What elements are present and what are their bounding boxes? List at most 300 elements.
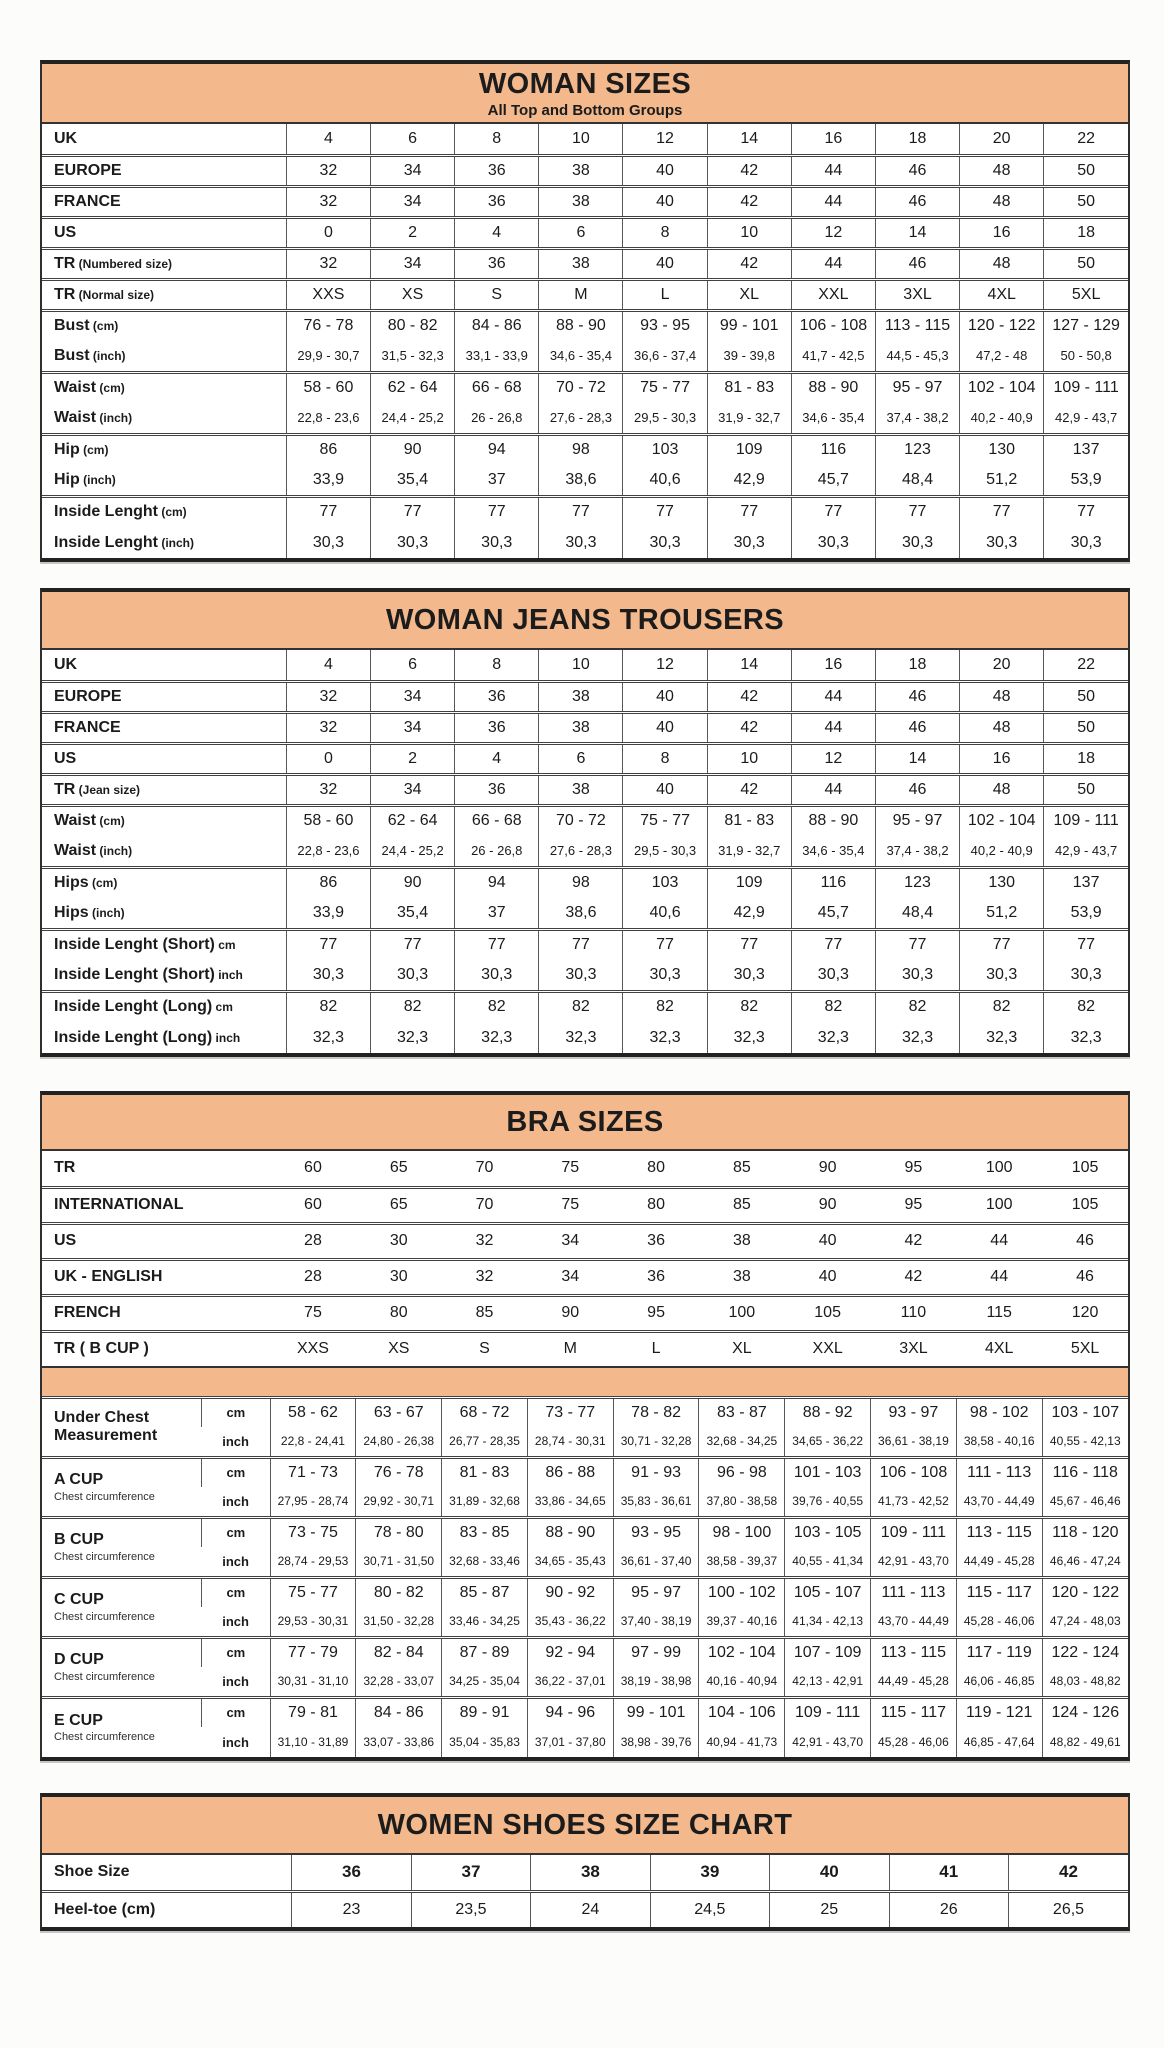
size-value: 38 <box>539 712 623 743</box>
size-value: 46 <box>875 186 959 217</box>
size-value: 43,70 - 44,49 <box>956 1487 1042 1517</box>
size-value: 4 <box>455 217 539 248</box>
size-value: 42 <box>707 186 791 217</box>
size-value: 80 <box>356 1295 442 1331</box>
woman-sizes-table <box>40 60 1130 562</box>
size-value: 84 - 86 <box>455 310 539 341</box>
unit-label: cm <box>202 1577 270 1607</box>
size-value: XL <box>707 279 791 310</box>
size-value: 32,3 <box>623 1022 707 1053</box>
size-value: 53,9 <box>1044 465 1128 496</box>
size-value: 38 <box>539 155 623 186</box>
unit-label: cm <box>202 1457 270 1487</box>
size-value: 33,9 <box>286 898 370 929</box>
size-value: 8 <box>455 650 539 681</box>
size-value: 18 <box>875 124 959 155</box>
size-value: 90 - 92 <box>527 1577 613 1607</box>
size-value: 81 - 83 <box>707 805 791 836</box>
size-value: 42,9 - 43,7 <box>1044 403 1128 434</box>
table-row <box>42 341 1128 372</box>
table-grid <box>42 650 1128 1053</box>
table-row <box>42 1187 1128 1223</box>
size-value: 22 <box>1044 650 1128 681</box>
row-label: E CUP Chest circumference <box>42 1697 202 1757</box>
size-value: 65 <box>356 1187 442 1223</box>
size-value: 38,58 - 40,16 <box>956 1427 1042 1457</box>
size-value: 36 <box>455 186 539 217</box>
size-value: 30 <box>356 1223 442 1259</box>
size-value: 82 <box>960 991 1044 1022</box>
size-value: 30,31 - 31,10 <box>270 1667 356 1697</box>
size-value: 18 <box>1044 217 1128 248</box>
size-value: 14 <box>707 650 791 681</box>
size-value: 119 - 121 <box>956 1697 1042 1727</box>
size-value: 90 <box>785 1187 871 1223</box>
row-label: TR (Numbered size) <box>42 248 286 279</box>
size-value: 40 <box>623 774 707 805</box>
size-value: 48 <box>960 774 1044 805</box>
size-value: 33,9 <box>286 465 370 496</box>
size-value: 32,3 <box>1044 1022 1128 1053</box>
size-value: 109 <box>707 867 791 898</box>
row-label: UK <box>54 655 78 673</box>
row-label: Hips (cm) <box>42 867 286 898</box>
table-row <box>42 1487 1128 1517</box>
table-row <box>42 496 1128 527</box>
size-value: 8 <box>623 217 707 248</box>
size-value: S <box>442 1331 528 1367</box>
size-value: 31,9 - 32,7 <box>707 403 791 434</box>
size-value: 36 <box>613 1223 699 1259</box>
size-value: 44 <box>791 186 875 217</box>
size-value: 80 <box>647 1159 665 1177</box>
table-row <box>42 836 1128 867</box>
size-value: 48 <box>960 186 1044 217</box>
size-value: 95 - 97 <box>613 1577 699 1607</box>
size-value: 36 <box>455 712 539 743</box>
table-row <box>42 155 1128 186</box>
size-value: 42,91 - 43,70 <box>785 1727 871 1757</box>
size-value: 20 <box>960 650 1044 681</box>
table-row <box>42 186 1128 217</box>
table-row <box>42 712 1128 743</box>
size-value: 24,4 - 25,2 <box>371 836 455 867</box>
size-value: 3XL <box>871 1331 957 1367</box>
size-value: 102 - 104 <box>699 1637 785 1667</box>
size-value: 44 <box>791 681 875 712</box>
size-value: 83 - 87 <box>699 1397 785 1427</box>
size-value: 111 - 113 <box>956 1457 1042 1487</box>
size-value: XXL <box>791 279 875 310</box>
size-value: 44,49 - 45,28 <box>871 1667 957 1697</box>
size-value: 102 - 104 <box>960 805 1044 836</box>
size-value: 113 - 115 <box>871 1637 957 1667</box>
table-row <box>42 1637 1128 1667</box>
size-value: 93 - 95 <box>623 310 707 341</box>
size-value: 107 - 109 <box>785 1637 871 1667</box>
size-value: 120 - 122 <box>960 310 1044 341</box>
row-label: B CUP Chest circumference <box>42 1517 202 1577</box>
size-value: L <box>623 279 707 310</box>
table-row <box>42 1295 1128 1331</box>
size-value: 10 <box>539 650 623 681</box>
size-value: 44,5 - 45,3 <box>875 341 959 372</box>
row-label: Hips (inch) <box>54 903 125 921</box>
size-value: 77 <box>286 929 370 960</box>
size-value: 48 <box>960 712 1044 743</box>
size-value: 95 <box>904 1159 923 1177</box>
size-value: 4 <box>286 124 370 155</box>
size-value: 44 <box>956 1259 1042 1295</box>
size-value: 66 - 68 <box>455 805 539 836</box>
size-value: 16 <box>791 650 875 681</box>
size-value: 30,71 - 32,28 <box>613 1427 699 1457</box>
row-label: Bust (cm) <box>42 310 286 341</box>
size-value: 44,49 - 45,28 <box>956 1547 1042 1577</box>
size-value: 14 <box>875 743 959 774</box>
size-grid <box>42 124 1128 558</box>
size-value: 85 <box>732 1159 751 1177</box>
size-value: 40 <box>623 712 707 743</box>
table-row <box>42 465 1128 496</box>
size-value: 105 - 107 <box>785 1577 871 1607</box>
size-value: 41,7 - 42,5 <box>791 341 875 372</box>
size-value: 46 <box>875 155 959 186</box>
size-value: 87 - 89 <box>442 1637 528 1667</box>
size-value: 40,16 - 40,94 <box>699 1667 785 1697</box>
size-value: 38,6 <box>539 898 623 929</box>
size-value: 137 <box>1044 867 1128 898</box>
size-value: 10 <box>707 217 791 248</box>
size-value: 81 - 83 <box>707 372 791 403</box>
row-label: Inside Lenght (Short) cm <box>42 929 286 960</box>
size-value: 90 <box>527 1295 613 1331</box>
unit-label: inch <box>222 1553 249 1569</box>
size-value: 31,5 - 32,3 <box>371 341 455 372</box>
size-value: 68 - 72 <box>442 1397 528 1427</box>
size-value: 40,2 - 40,9 <box>960 836 1044 867</box>
size-value: 53,9 <box>1044 898 1128 929</box>
size-value: 40 <box>770 1855 889 1891</box>
size-value: 50 <box>1044 248 1128 279</box>
table-row <box>42 372 1128 403</box>
size-value: 22,8 - 23,6 <box>286 403 370 434</box>
size-value: 98 - 100 <box>699 1517 785 1547</box>
size-value: 46 <box>1042 1223 1128 1259</box>
size-value: 86 <box>286 434 370 465</box>
size-value: 40 <box>623 681 707 712</box>
size-value: 32,3 <box>371 1022 455 1053</box>
size-value: 27,6 - 28,3 <box>539 403 623 434</box>
size-value: 34,25 - 35,04 <box>442 1667 528 1697</box>
size-value: 45,7 <box>791 898 875 929</box>
size-value: 82 <box>875 991 959 1022</box>
size-value: 83 - 85 <box>442 1517 528 1547</box>
table-row <box>42 681 1128 712</box>
size-value: 75 <box>527 1187 613 1223</box>
size-value: 96 - 98 <box>699 1457 785 1487</box>
size-value: 42 <box>1008 1855 1128 1891</box>
size-value: 82 <box>707 991 791 1022</box>
size-value: 51,2 <box>960 465 1044 496</box>
size-value: 88 - 90 <box>791 372 875 403</box>
size-value: 33,07 - 33,86 <box>356 1727 442 1757</box>
size-value: 4 <box>455 743 539 774</box>
size-value: 82 <box>371 991 455 1022</box>
size-value: XL <box>699 1331 785 1367</box>
row-label: US <box>42 1223 270 1259</box>
size-value: 45,28 - 46,06 <box>956 1607 1042 1637</box>
size-value: 40,55 - 42,13 <box>1042 1427 1128 1457</box>
size-value: 42,91 - 43,70 <box>871 1547 957 1577</box>
size-value: 22 <box>1044 124 1128 155</box>
size-value: 105 <box>785 1295 871 1331</box>
size-value: 78 - 80 <box>356 1517 442 1547</box>
row-label: Waist (cm) <box>42 805 286 836</box>
size-value: 12 <box>623 124 707 155</box>
size-value: 60 <box>304 1159 322 1177</box>
size-value: 103 - 107 <box>1042 1397 1128 1427</box>
size-value: 115 <box>956 1295 1042 1331</box>
size-value: 30,3 <box>455 527 539 558</box>
size-value: 27,6 - 28,3 <box>539 836 623 867</box>
size-value: 32 <box>442 1259 528 1295</box>
size-value: 90 <box>371 434 455 465</box>
size-value: 70 <box>475 1159 494 1177</box>
size-value: 77 <box>371 929 455 960</box>
size-value: 100 <box>699 1295 785 1331</box>
size-value: 36 <box>455 155 539 186</box>
size-value: 80 <box>613 1187 699 1223</box>
size-value: 12 <box>791 743 875 774</box>
size-value: 76 - 78 <box>286 310 370 341</box>
size-value: 62 - 64 <box>371 372 455 403</box>
size-value: 82 <box>286 991 370 1022</box>
size-value: 50 <box>1044 186 1128 217</box>
size-value: 75 - 77 <box>623 805 707 836</box>
unit-label: cm <box>202 1397 270 1427</box>
size-value: 6 <box>539 743 623 774</box>
size-value: 22,8 - 24,41 <box>270 1427 356 1457</box>
table-row <box>42 310 1128 341</box>
size-value: 2 <box>371 217 455 248</box>
size-value: 98 <box>539 867 623 898</box>
size-value: 100 - 102 <box>699 1577 785 1607</box>
size-value: 23,5 <box>411 1891 530 1927</box>
table-row <box>42 1397 1128 1427</box>
size-value: 41,34 - 42,13 <box>785 1607 871 1637</box>
size-value: 40,6 <box>623 898 707 929</box>
row-label: TR (Jean size) <box>42 774 286 805</box>
size-value: 80 - 82 <box>356 1577 442 1607</box>
size-value: 32 <box>442 1223 528 1259</box>
size-value: 48,03 - 48,82 <box>1042 1667 1128 1697</box>
unit-label: inch <box>222 1493 249 1509</box>
size-value: 46,85 - 47,64 <box>956 1727 1042 1757</box>
size-value: 10 <box>707 743 791 774</box>
table-header <box>42 64 1128 124</box>
size-value: 44 <box>791 712 875 743</box>
size-value: 58 - 60 <box>286 805 370 836</box>
size-value: 12 <box>791 217 875 248</box>
table-row <box>42 1667 1128 1697</box>
size-value: 30,3 <box>875 960 959 991</box>
size-value: 94 <box>455 867 539 898</box>
table-row <box>42 279 1128 310</box>
size-value: 5XL <box>1044 279 1128 310</box>
size-value: 36 <box>455 681 539 712</box>
size-value: 42 <box>707 681 791 712</box>
size-value: 22,8 - 23,6 <box>286 836 370 867</box>
size-value: 109 <box>707 434 791 465</box>
table-row <box>42 403 1128 434</box>
size-value: 77 <box>455 496 539 527</box>
size-value: 0 <box>286 217 370 248</box>
size-value: 82 <box>455 991 539 1022</box>
size-value: 34,6 - 35,4 <box>539 341 623 372</box>
size-value: 18 <box>875 650 959 681</box>
table-row <box>42 1427 1128 1457</box>
size-value: 42 <box>871 1223 957 1259</box>
size-value: 40 <box>785 1223 871 1259</box>
size-value: 79 - 81 <box>270 1697 356 1727</box>
size-value: 30,3 <box>707 960 791 991</box>
size-value: 48 <box>960 681 1044 712</box>
size-value: 35,83 - 36,61 <box>613 1487 699 1517</box>
row-label: UK <box>54 129 78 147</box>
size-value: 30,3 <box>623 527 707 558</box>
table-row <box>42 1223 1128 1259</box>
size-value: 46 <box>1042 1259 1128 1295</box>
size-value: 102 - 104 <box>960 372 1044 403</box>
table-title: WOMAN SIZES <box>478 67 692 100</box>
size-value: 109 - 111 <box>871 1517 957 1547</box>
size-value: 38,19 - 38,98 <box>613 1667 699 1697</box>
size-value: 82 <box>539 991 623 1022</box>
row-label: Waist (inch) <box>54 408 133 426</box>
size-value: 75 <box>270 1295 356 1331</box>
size-value: 95 <box>871 1187 957 1223</box>
size-value: 105 <box>1042 1187 1128 1223</box>
size-value: 14 <box>875 217 959 248</box>
size-value: 23 <box>292 1891 411 1927</box>
size-value: 123 <box>875 867 959 898</box>
size-value: 38 <box>699 1259 785 1295</box>
size-value: 71 - 73 <box>270 1457 356 1487</box>
size-value: 35,04 - 35,83 <box>442 1727 528 1757</box>
size-value: 77 <box>960 929 1044 960</box>
size-value: 77 <box>1044 929 1128 960</box>
size-value: 130 <box>960 867 1044 898</box>
size-value: 75 <box>561 1159 580 1177</box>
size-value: XS <box>356 1331 442 1367</box>
size-value: 42 <box>707 712 791 743</box>
size-value: 31,9 - 32,7 <box>707 836 791 867</box>
size-value: 37,4 - 38,2 <box>875 836 959 867</box>
size-value: 45,7 <box>791 465 875 496</box>
size-value: 39 <box>650 1855 769 1891</box>
size-value: 85 <box>699 1187 785 1223</box>
size-value: 58 - 62 <box>270 1397 356 1427</box>
size-value: 25 <box>770 1891 889 1927</box>
size-value: 100 <box>956 1187 1042 1223</box>
size-value: 36 <box>455 774 539 805</box>
size-value: XXS <box>270 1331 356 1367</box>
size-value: 117 - 119 <box>956 1637 1042 1667</box>
size-value: 116 <box>791 434 875 465</box>
size-value: 103 <box>623 434 707 465</box>
size-value: 40,6 <box>623 465 707 496</box>
row-label: US <box>42 217 286 248</box>
size-value: 30,3 <box>455 960 539 991</box>
size-value: 62 - 64 <box>371 805 455 836</box>
size-value: 38 <box>539 186 623 217</box>
table-row <box>42 1331 1128 1367</box>
row-label: TR <box>54 1159 76 1177</box>
size-value: 50 <box>1044 712 1128 743</box>
table-row <box>42 774 1128 805</box>
size-value: 32,28 - 33,07 <box>356 1667 442 1697</box>
size-value: S <box>455 279 539 310</box>
size-value: 30 <box>356 1259 442 1295</box>
size-value: 47,24 - 48,03 <box>1042 1607 1128 1637</box>
unit-label: cm <box>202 1697 270 1727</box>
table-row <box>42 1367 1128 1397</box>
table-row <box>42 1607 1128 1637</box>
size-value: 115 - 117 <box>956 1577 1042 1607</box>
size-value: 30,3 <box>1044 527 1128 558</box>
size-value: 14 <box>707 124 791 155</box>
size-value: 38 <box>699 1223 785 1259</box>
unit-label: cm <box>202 1517 270 1547</box>
table-row <box>42 1022 1128 1053</box>
size-value: 120 <box>1042 1295 1128 1331</box>
size-value: 35,43 - 36,22 <box>527 1607 613 1637</box>
size-value: 81 - 83 <box>442 1457 528 1487</box>
table-row <box>42 1547 1128 1577</box>
size-value: 36,61 - 37,40 <box>613 1547 699 1577</box>
size-value: 10 <box>539 124 623 155</box>
size-value: 32,68 - 34,25 <box>699 1427 785 1457</box>
size-value: 26,77 - 28,35 <box>442 1427 528 1457</box>
table-row <box>42 1697 1128 1727</box>
size-value: 80 - 82 <box>371 310 455 341</box>
row-label: Inside Lenght (Long) inch <box>54 1028 241 1046</box>
size-value: 32 <box>286 774 370 805</box>
size-value: 123 <box>875 434 959 465</box>
size-value: 50 <box>1044 774 1128 805</box>
row-label: Bust (inch) <box>54 346 126 364</box>
row-label: FRANCE <box>42 186 286 217</box>
women-shoes-size-chart-table <box>40 1793 1130 1931</box>
size-value: 40,94 - 41,73 <box>699 1727 785 1757</box>
size-value: 31,89 - 32,68 <box>442 1487 528 1517</box>
size-value: 110 <box>871 1295 957 1331</box>
size-value: 30,3 <box>1044 960 1128 991</box>
row-label: Under Chest Measurement <box>42 1397 202 1457</box>
size-value: 34 <box>371 774 455 805</box>
size-value: 20 <box>960 124 1044 155</box>
size-value: 90 <box>818 1159 837 1177</box>
size-value: 40 <box>623 186 707 217</box>
size-value: 38,98 - 39,76 <box>613 1727 699 1757</box>
size-value: 40,55 - 41,34 <box>785 1547 871 1577</box>
size-value: 122 - 124 <box>1042 1637 1128 1667</box>
size-value: 76 - 78 <box>356 1457 442 1487</box>
row-label: TR ( B CUP ) <box>42 1331 270 1367</box>
size-value: 36,22 - 37,01 <box>527 1667 613 1697</box>
size-value: 39 - 39,8 <box>707 341 791 372</box>
